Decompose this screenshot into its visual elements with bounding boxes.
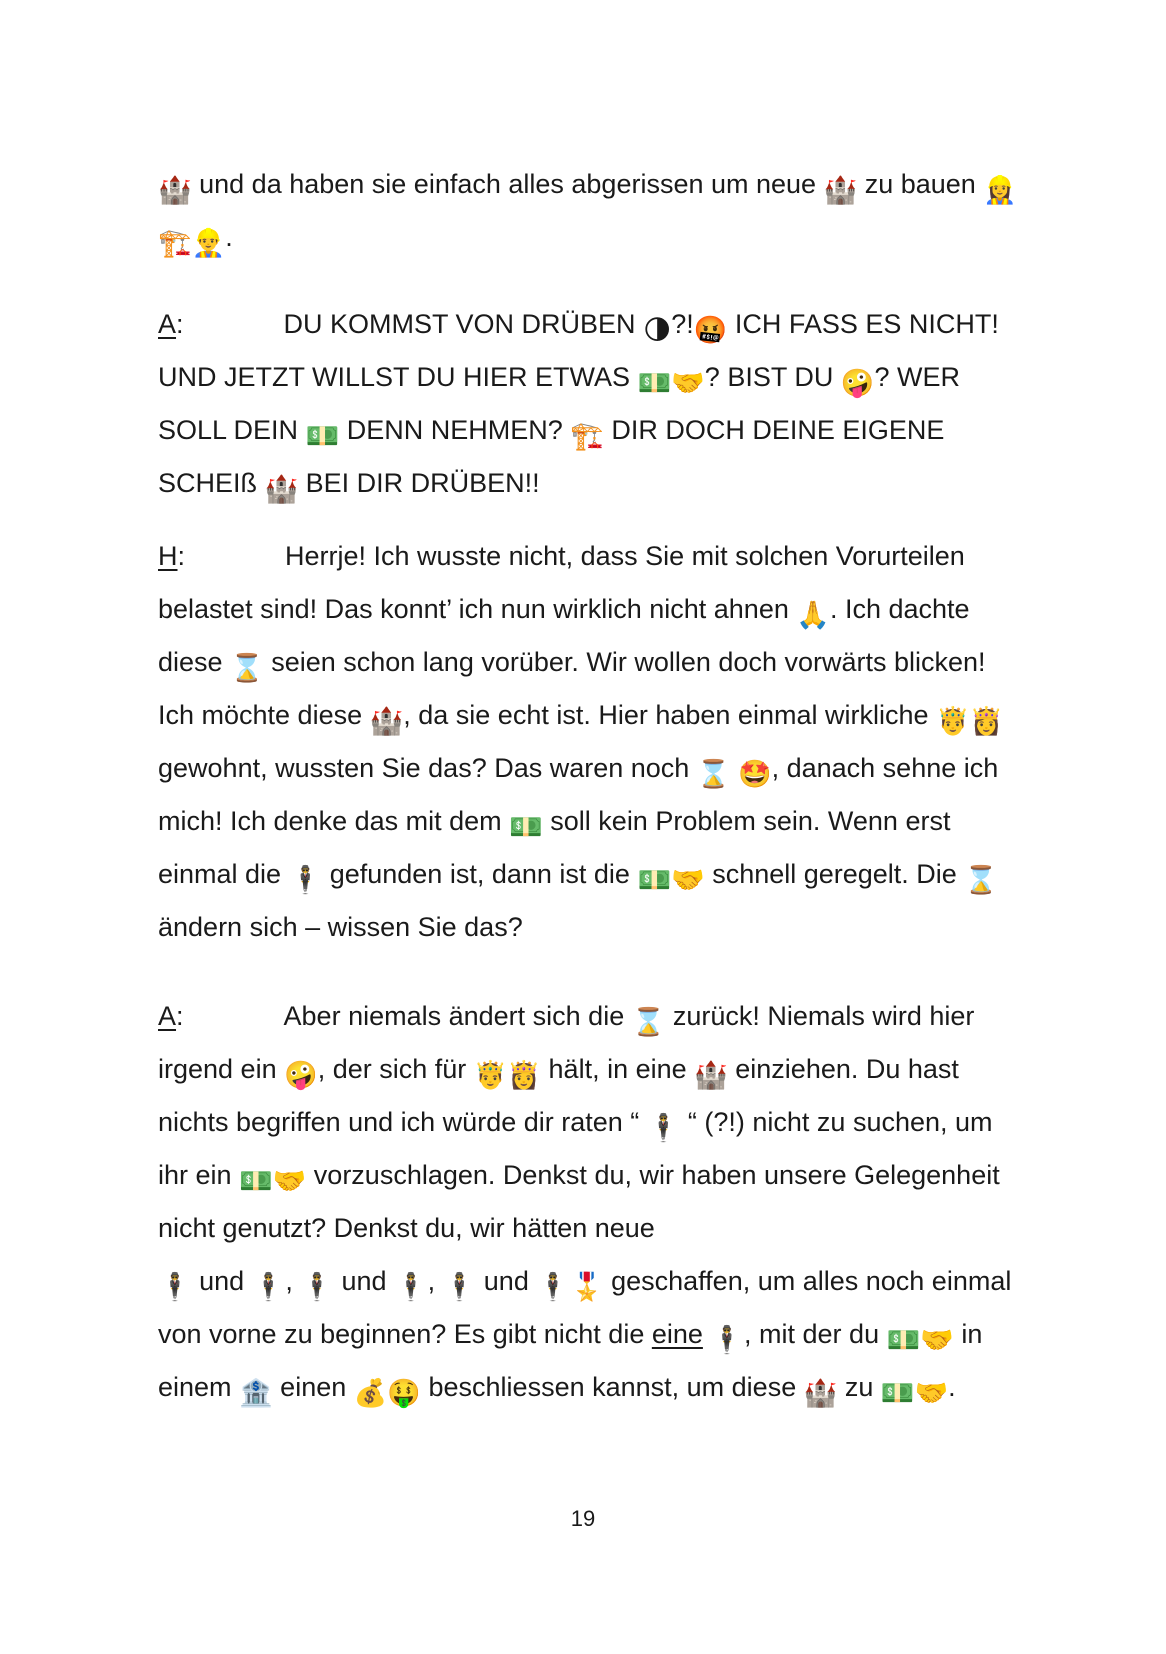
money-icon: 💵 bbox=[637, 368, 672, 399]
princess-icon: 👸 bbox=[507, 1060, 542, 1091]
pray-icon: 🙏 bbox=[796, 600, 830, 631]
hourglass-icon: ⌛ bbox=[230, 653, 264, 684]
person-icon: 🕴 bbox=[710, 1325, 745, 1356]
money-icon: 💵 bbox=[305, 421, 340, 452]
speaker-label: H bbox=[158, 541, 178, 571]
castle-icon: 🏰 bbox=[369, 706, 404, 737]
zany-face-icon: 🤪 bbox=[840, 368, 875, 399]
speaker-label: A bbox=[158, 309, 177, 339]
speaker-a-paragraph: A: Aber niemals ändert sich die ⌛ zurück! Niemals wird hier irgend ein 🤪, der sich für 🤴👸 hält, in eine 🏰 einziehen. Du hast nichts begriffen und ich würde dir raten “ 🕴 “ (?!) nicht zu suchen, um ihr ein 💵🤝 vorzuschlagen. Denkst du, wir haben unsere Gelegenheit nicht genutzt? Denkst du, wir hätten neue 🕴 und 🕴, 🕴 und 🕴, 🕴 und 🕴🎖️ geschaffen, um alles noch einmal von vorne zu beginnen? Es gibt nicht die eine 🕴, mit der du 💵🤝 in einem 🏦 einen 💰🤑 beschliessen kannst, um diese 🏰 zu 💵🤝. bbox=[158, 1001, 1012, 1409]
handshake-icon: 🤝 bbox=[272, 1166, 307, 1197]
bank-icon: 🏦 bbox=[239, 1378, 273, 1409]
money-icon: 💵 bbox=[637, 865, 672, 896]
money-face-icon: 🤑 bbox=[387, 1378, 421, 1409]
crane-icon: 🏗️ bbox=[570, 421, 604, 452]
person-icon: 🕴 bbox=[251, 1272, 286, 1303]
castle-icon: 🏰 bbox=[803, 1378, 838, 1409]
handshake-icon: 🤝 bbox=[914, 1378, 949, 1409]
worker-icon: 👷‍♀️ bbox=[983, 175, 1017, 206]
prince-icon: 🤴 bbox=[936, 706, 970, 737]
person-icon: 🕴 bbox=[158, 1272, 192, 1303]
money-icon: 💵 bbox=[886, 1325, 921, 1356]
castle-icon: 🏰 bbox=[694, 1060, 728, 1091]
money-icon: 💵 bbox=[239, 1166, 273, 1197]
prince-icon: 🤴 bbox=[473, 1060, 508, 1091]
person-icon: 🕴 bbox=[394, 1272, 428, 1303]
castle-icon: 🏰 bbox=[823, 175, 858, 206]
money-icon: 💵 bbox=[880, 1378, 915, 1409]
crane-icon: 🏗️ bbox=[158, 228, 192, 259]
money-icon: 💵 bbox=[509, 812, 543, 843]
money-bag-icon: 💰 bbox=[353, 1378, 388, 1409]
handshake-icon: 🤝 bbox=[671, 865, 705, 896]
person-icon: 🕴 bbox=[536, 1272, 570, 1303]
moon-icon: 🌗 bbox=[643, 315, 672, 346]
person-icon: 🕴 bbox=[288, 865, 323, 896]
speaker-a-paragraph: A: DU KOMMST VON DRÜBEN 🌗?!🤬 ICH FASS ES NICHT! UND JETZT WILLST DU HIER ETWAS 💵🤝? BIST DU 🤪? WER SOLL DEIN 💵 DENN NEHMEN? 🏗️ DIR DOCH DEINE EIGENE SCHEIß 🏰 BEI DIR DRÜBEN!! bbox=[158, 309, 999, 505]
hourglass-icon: ⌛ bbox=[631, 1007, 666, 1038]
worker-icon: 👷‍♂️ bbox=[191, 228, 226, 259]
dialogue-text bbox=[158, 158, 1018, 1414]
speaker-h-paragraph: H: Herrje! Ich wusste nicht, dass Sie mit solchen Vorurteilen belastet sind! Das konnt’ ich nun wirklich nicht ahnen 🙏. Ich dachte diese ⌛ seien schon lang vorüber. Wir wollen doch vorwärts blicken! Ich möchte diese 🏰, da sie echt ist. Hier haben einmal wirkliche 🤴👸 gewohnt, wussten Sie das? Das waren noch ⌛ 🤩, danach sehne ich mich! Ich denke das mit dem 💵 soll kein Problem sein. Wenn erst einmal die 🕴 gefunden ist, dann ist die 💵🤝 schnell geregelt. Die ⌛ ändern sich – wissen Sie das? bbox=[158, 541, 1004, 942]
angry-face-icon: 🤬 bbox=[693, 315, 728, 346]
medal-icon: 🎖️ bbox=[569, 1272, 604, 1303]
handshake-icon: 🤝 bbox=[920, 1325, 954, 1356]
zany-face-icon: 🤪 bbox=[284, 1060, 318, 1091]
person-icon: 🕴 bbox=[300, 1272, 334, 1303]
princess-icon: 👸 bbox=[969, 706, 1004, 737]
handshake-icon: 🤝 bbox=[671, 368, 705, 399]
intro-paragraph: 🏰 und da haben sie einfach alles abgerissen um neue 🏰 zu bauen 👷‍♀️🏗️👷‍♂️. bbox=[158, 169, 1017, 259]
hourglass-icon: ⌛ bbox=[964, 865, 998, 896]
star-struck-icon: 🤩 bbox=[737, 759, 772, 790]
hourglass-icon: ⌛ bbox=[696, 759, 731, 790]
person-icon: 🕴 bbox=[442, 1272, 477, 1303]
person-icon: 🕴 bbox=[646, 1113, 681, 1144]
castle-icon: 🏰 bbox=[158, 175, 192, 206]
castle-icon: 🏰 bbox=[264, 474, 299, 505]
page-number: 19 bbox=[570, 1506, 596, 1531]
speaker-label: A bbox=[158, 1001, 177, 1031]
